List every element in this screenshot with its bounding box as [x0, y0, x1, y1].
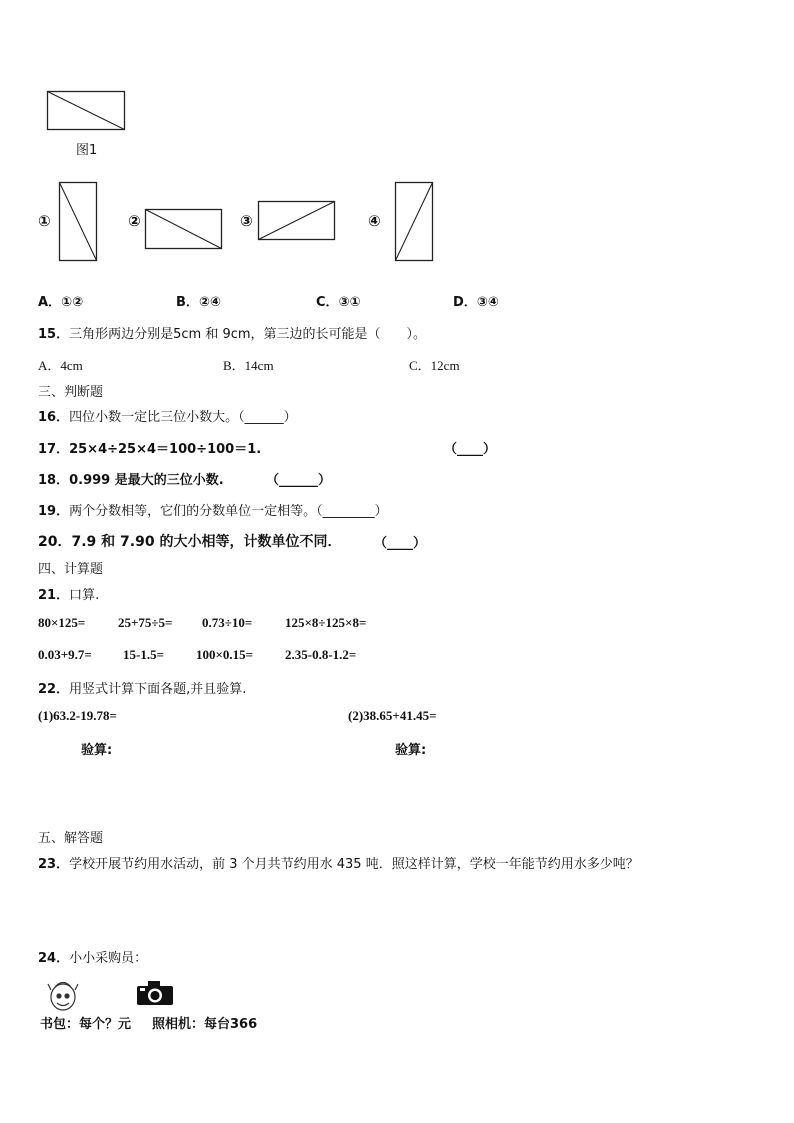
option-2-label: ② [128, 212, 141, 230]
q20-number: 20． [38, 534, 72, 550]
schoolbag-label: 书包：每个？元 [40, 1017, 132, 1032]
q18-text: 0.999 是最大的三位小数. [69, 473, 224, 488]
q23-question [38, 853, 639, 872]
q18 [38, 469, 224, 488]
q21-row2-item1: 0.03+9.7= [38, 647, 92, 662]
option-4-label: ④ [368, 212, 381, 230]
camera-label: 照相机：每台366 [152, 1017, 258, 1032]
q22-question [38, 678, 246, 697]
section-5-title: 五、解答题 [38, 831, 104, 846]
q22-problem-1: (1)63.2-19.78= [38, 708, 117, 723]
q15-choice-a: A．4cm [38, 358, 83, 373]
q15-number: 15． [38, 327, 70, 342]
camera-icon [136, 980, 174, 1006]
option-1-label: ① [38, 212, 51, 230]
q21-row1-item3: 0.73÷10= [202, 615, 253, 630]
q21-row1-item2: 25+75÷5= [118, 615, 173, 630]
q21-text: 口算. [69, 588, 100, 603]
q18-blank: （______） [266, 473, 332, 488]
q24-question [38, 947, 147, 966]
q17-number: 17． [38, 442, 70, 457]
q21-row1-item1: 80×125= [38, 615, 86, 630]
q15-question [38, 323, 426, 342]
q22-check-2: 验算: [395, 743, 427, 758]
option-1-rectangle [59, 182, 98, 262]
q21-row2-item2: 15-1.5= [123, 647, 164, 662]
q24-number: 24． [38, 951, 70, 966]
q17-blank: （____） [444, 442, 497, 457]
schoolbag-icon [46, 978, 80, 1012]
q16-number: 16． [38, 410, 70, 425]
q14-choice-a: A．①② [38, 295, 84, 310]
q18-number: 18． [38, 473, 70, 488]
q21-row2-item3: 100×0.15= [196, 647, 254, 662]
q19-text: 两个分数相等，它们的分数单位一定相等。（________） [69, 504, 388, 519]
q21-row2-item4: 2.35-0.8-1.2= [285, 647, 357, 662]
q16-text: 四位小数一定比三位小数大。（______） [69, 410, 297, 425]
figure-1-caption: 图1 [76, 143, 98, 158]
q21-row1-item4: 125×8÷125×8= [285, 615, 367, 630]
q20-blank: （____） [374, 536, 427, 551]
q19-number: 19． [38, 504, 70, 519]
option-3-rectangle [258, 201, 336, 241]
q16 [38, 406, 297, 425]
q14-choice-b: B．②④ [176, 295, 221, 310]
q22-number: 22． [38, 682, 70, 697]
option-3-label: ③ [240, 212, 253, 230]
q15-text: 三角形两边分别是5cm 和 9cm，第三边的长可能是（ ）。 [69, 327, 427, 342]
q14-choice-d: D．③④ [453, 295, 499, 310]
q21-question [38, 584, 99, 603]
q15-choice-b: B．14cm [223, 358, 274, 373]
option-4-rectangle [395, 182, 434, 262]
option-2-rectangle [145, 209, 223, 250]
q19 [38, 500, 388, 519]
section-4-title: 四、计算题 [38, 562, 104, 577]
q23-number: 23． [38, 857, 70, 872]
q17-text: 25×4÷25×4＝100÷100＝1. [69, 442, 262, 457]
q23-text: 学校开展节约用水活动，前 3 个月共节约用水 435 吨．照这样计算，学校一年能节约用水多少吨？ [69, 857, 639, 872]
q20 [38, 531, 341, 551]
q21-number: 21． [38, 588, 70, 603]
q14-choice-c: C．③① [316, 295, 361, 310]
q22-text: 用竖式计算下面各题,并且验算. [69, 682, 247, 697]
q17 [38, 438, 261, 457]
q22-check-1: 验算: [81, 743, 113, 758]
q24-text: 小小采购员： [69, 951, 148, 966]
q15-choice-c: C．12cm [409, 358, 460, 373]
figure-1-rectangle [47, 91, 125, 131]
section-3-title: 三、判断题 [38, 385, 104, 400]
q20-text: 7.9 和 7.90 的大小相等，计数单位不同． [71, 534, 342, 550]
q22-problem-2: (2)38.65+41.45= [348, 708, 437, 723]
